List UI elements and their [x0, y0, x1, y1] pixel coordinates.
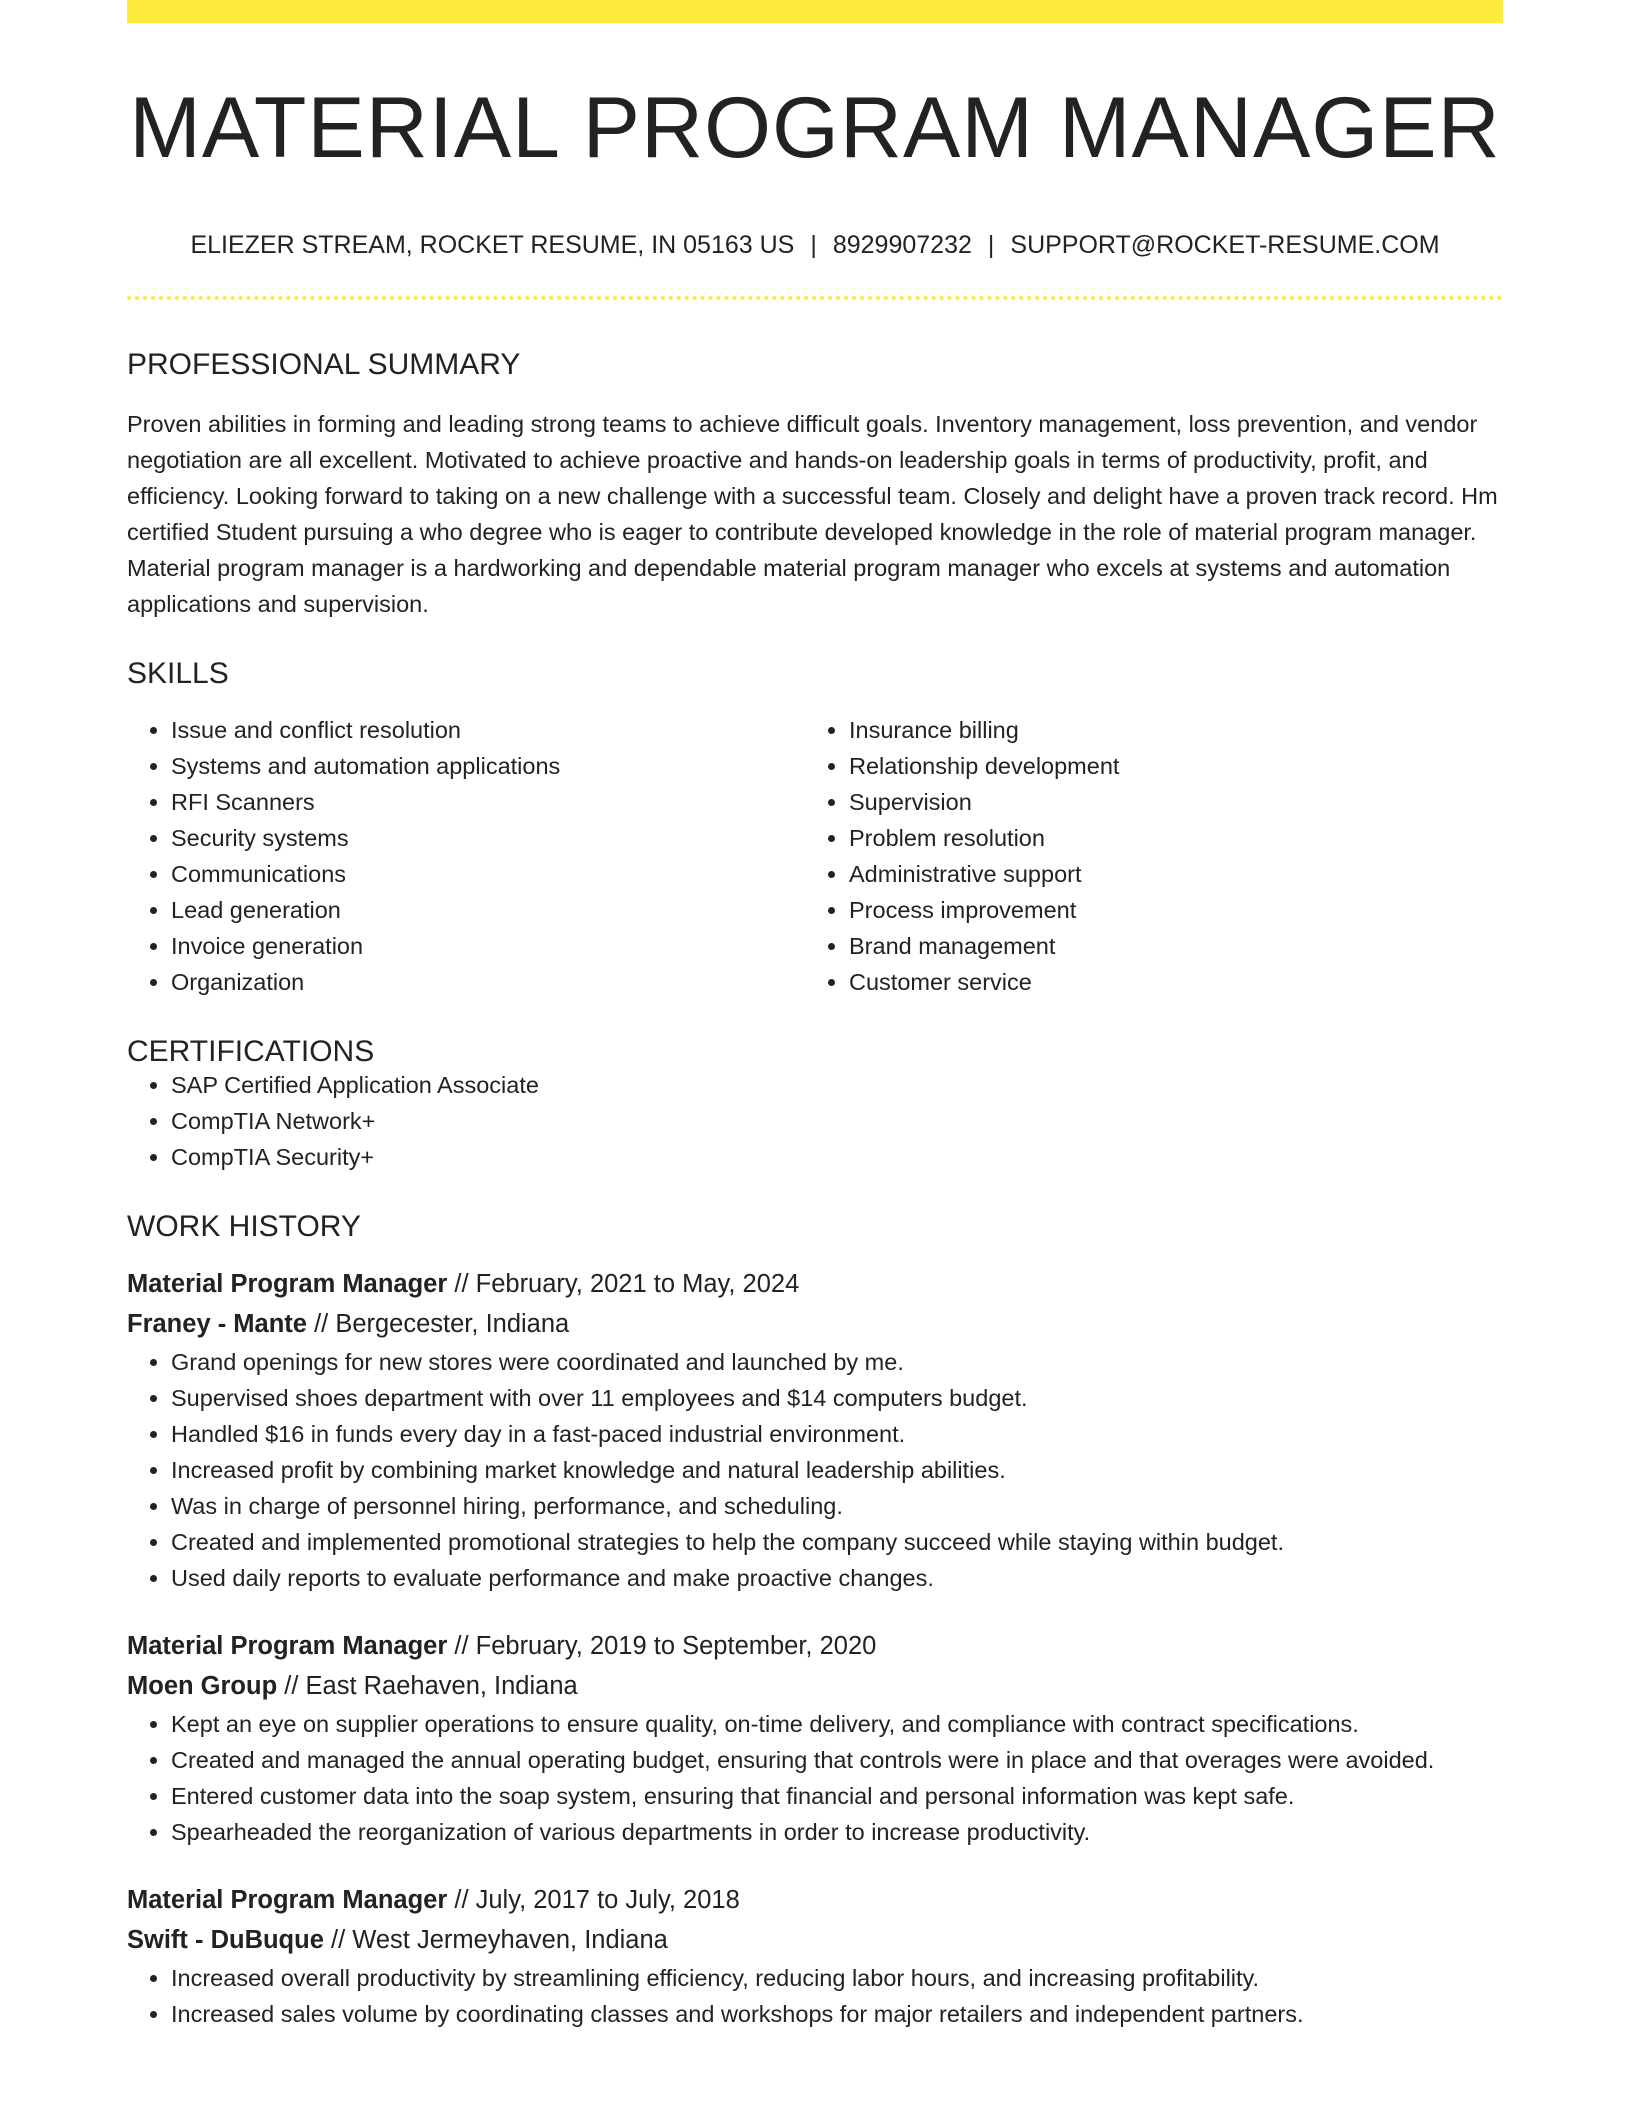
job-duty: • Grand openings for new stores were coordinated and launched by me. — [171, 1344, 1503, 1380]
contact-separator: | — [987, 231, 995, 259]
summary-text: Proven abilities in forming and leading strong teams to achieve difficult goals. Inventory management, loss prevention, and vendor negotiation are all excellent. Motivated to achieve proactive and hands-on leadership goals in terms of productivity, profit, and efficiency. Looking forward to taking on a new challenge with a successful team. Closely and delight have a proven track record. Hm certified Student pursuing a who degree who is eager to contribute developed knowledge in the role of material program manager. Material program manager is a hardworking and dependable material program manager who excels at systems and automation applications and supervision. — [127, 411, 1498, 617]
job-company: Franey - Mante — [127, 1310, 307, 1338]
contact-phone: 8929907232 — [832, 231, 972, 259]
skills-list-right — [805, 712, 1483, 1000]
job-dates: // February, 2019 to September, 2020 — [454, 1632, 877, 1660]
job-location: // West Jermeyhaven, Indiana — [330, 1926, 668, 1954]
job-entry — [127, 1880, 1503, 2032]
job-role: Material Program Manager — [127, 1632, 448, 1660]
skills-grid — [127, 712, 1503, 1000]
skill-item: • Problem resolution — [849, 820, 1483, 856]
job-duty: • Handled $16 in funds every day in a fast-paced industrial environment. — [171, 1416, 1503, 1452]
skills-column-left — [127, 712, 805, 1000]
skill-item: • Relationship development — [849, 748, 1483, 784]
job-duties-list — [127, 1960, 1503, 2032]
job-title-line — [127, 1264, 1503, 1304]
job-duty: • Created and implemented promotional strategies to help the company succeed while staying within budget. — [171, 1524, 1503, 1560]
job-duty: • Entered customer data into the soap system, ensuring that financial and personal information was kept safe. — [171, 1778, 1503, 1814]
contact-line — [127, 233, 1503, 258]
contact-separator: | — [810, 231, 817, 259]
resume-page — [127, 0, 1503, 2032]
job-title-line — [127, 1880, 1503, 1920]
job-duties-list — [127, 1344, 1503, 1596]
job-duty: • Spearheaded the reorganization of various departments in order to increase productivity. — [171, 1814, 1503, 1850]
skills-list-left — [127, 712, 805, 1000]
job-duty: • Kept an eye on supplier operations to ensure quality, on-time delivery, and compliance with contract specifications. — [171, 1706, 1503, 1742]
job-duty: • Was in charge of personnel hiring, performance, and scheduling. — [171, 1488, 1503, 1524]
job-duties-list — [127, 1706, 1503, 1850]
job-title-line — [127, 1626, 1503, 1666]
resume-name-title: MATERIAL PROGRAM MANAGER — [129, 80, 1501, 176]
skill-item: • Issue and conflict resolution — [171, 712, 805, 748]
job-dates: // July, 2017 to July, 2018 — [454, 1886, 740, 1914]
job-dates: // February, 2021 to May, 2024 — [454, 1270, 800, 1298]
job-location: // Bergecester, Indiana — [314, 1310, 570, 1338]
skill-item: • RFI Scanners — [171, 784, 805, 820]
job-company-line — [127, 1666, 1503, 1706]
skill-item: • Insurance billing — [849, 712, 1483, 748]
dotted-divider — [127, 296, 1503, 300]
skill-item: • Brand management — [849, 928, 1483, 964]
job-company-line — [127, 1920, 1503, 1960]
job-company: Swift - DuBuque — [127, 1926, 324, 1954]
skill-item: • Security systems — [171, 820, 805, 856]
skill-item: • Communications — [171, 856, 805, 892]
contact-address: ELIEZER STREAM, ROCKET RESUME, IN 05163 US — [190, 231, 795, 259]
skill-item: • Lead generation — [171, 892, 805, 928]
contact-email: SUPPORT@ROCKET-RESUME.COM — [1010, 231, 1440, 259]
job-duty: • Increased profit by combining market knowledge and natural leadership abilities. — [171, 1452, 1503, 1488]
job-company: Moen Group — [127, 1672, 278, 1700]
skill-item: • Customer service — [849, 964, 1483, 1000]
certification-item: • CompTIA Network+ — [171, 1103, 1503, 1139]
job-duty: • Increased overall productivity by streamlining efficiency, reducing labor hours, and increasing profitability. — [171, 1960, 1503, 1996]
job-role: Material Program Manager — [127, 1886, 448, 1914]
job-duty: • Increased sales volume by coordinating classes and workshops for major retailers and independent partners. — [171, 1996, 1503, 2032]
skills-heading: SKILLS — [127, 657, 229, 690]
skill-item: • Systems and automation applications — [171, 748, 805, 784]
summary-heading: PROFESSIONAL SUMMARY — [127, 348, 521, 381]
certification-item: • CompTIA Security+ — [171, 1139, 1503, 1175]
work-history-heading: WORK HISTORY — [127, 1210, 361, 1243]
skill-item: • Invoice generation — [171, 928, 805, 964]
certifications-heading: CERTIFICATIONS — [127, 1035, 375, 1068]
job-company-line — [127, 1304, 1503, 1344]
accent-top-bar — [127, 0, 1503, 23]
job-duty: • Created and managed the annual operating budget, ensuring that controls were in place and that overages were avoided. — [171, 1742, 1503, 1778]
work-history-list — [127, 1264, 1503, 2032]
job-role: Material Program Manager — [127, 1270, 448, 1298]
certifications-list — [127, 1067, 1503, 1175]
job-duty: • Used daily reports to evaluate performance and make proactive changes. — [171, 1560, 1503, 1596]
job-entry — [127, 1264, 1503, 1596]
skill-item: • Supervision — [849, 784, 1483, 820]
certification-item: • SAP Certified Application Associate — [171, 1067, 1503, 1103]
skill-item: • Organization — [171, 964, 805, 1000]
skill-item: • Process improvement — [849, 892, 1483, 928]
skill-item: • Administrative support — [849, 856, 1483, 892]
job-location: // East Raehaven, Indiana — [284, 1672, 578, 1700]
job-duty: • Supervised shoes department with over 11 employees and $14 computers budget. — [171, 1380, 1503, 1416]
job-entry — [127, 1626, 1503, 1850]
skills-column-right — [805, 712, 1483, 1000]
